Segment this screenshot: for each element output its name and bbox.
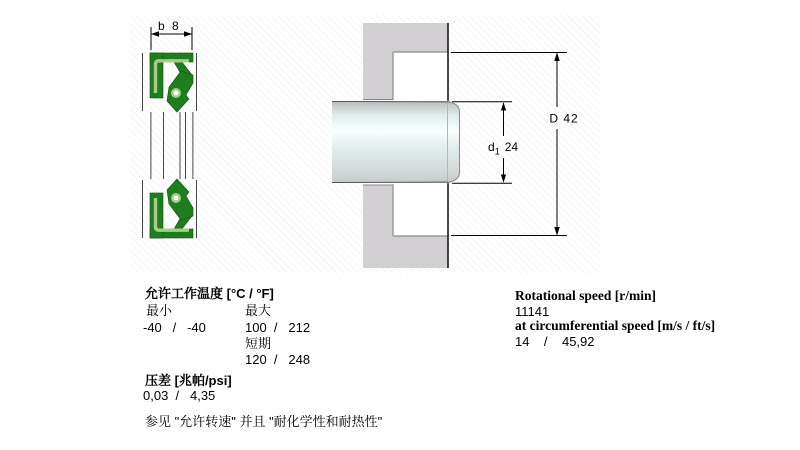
shaft-diameter-label: $d_1$ 24 [488,140,519,157]
circumferential-speed-value: 14 / 45,92 [515,334,595,349]
width-dimension-label: b 8 [158,19,181,33]
temperature-min-label: 最小 [146,303,173,318]
outer-diameter-label: D 42 [549,111,579,126]
temperature-max-value: 100 / 212 [245,320,311,335]
temperature-min-value: -40 / -40 [143,320,206,335]
temperature-short-term-label: 短期 [245,336,272,351]
temperature-title: 允许工作温度 [°C / °F] [145,286,274,301]
pressure-value: 0,03 / 4,35 [143,388,216,403]
temperature-max-label: 最大 [245,303,272,318]
pressure-title: 压差 [兆帕/psi] [145,373,232,388]
rotational-speed-value: 11141 [515,304,550,319]
temperature-short-term-value: 120 / 248 [245,352,311,367]
circumferential-speed-title: at circumferential speed [m/s / ft/s] [515,318,716,333]
cross-reference-note: 参见 "允许转速" 并且 "耐化学性和耐热性" [145,414,383,429]
shaft [332,102,460,183]
rotational-speed-title: Rotational speed [r/min] [515,288,656,303]
